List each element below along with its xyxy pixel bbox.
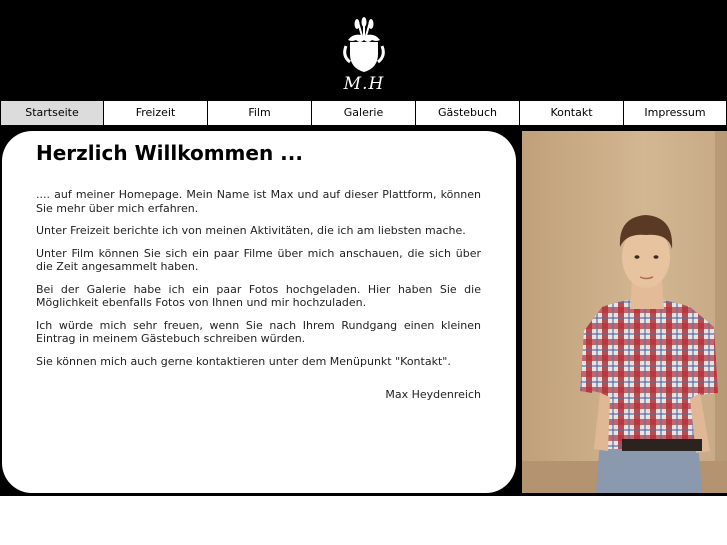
nav-item-film[interactable]: Film	[207, 100, 312, 126]
nav-item-startseite[interactable]: Startseite	[0, 100, 104, 126]
freizeit-paragraph: Unter Freizeit berichte ich von meinen Aktivitäten, die ich am liebsten mache.	[36, 224, 466, 237]
film-paragraph: Unter Film können Sie sich ein paar Filme über mich anschauen, die sich über die Zeit angesammelt haben.	[36, 246, 481, 273]
main-navigation	[0, 99, 727, 128]
nav-item-gaestebuch[interactable]: Gästebuch	[415, 100, 520, 126]
nav-item-kontakt[interactable]: Kontakt	[519, 100, 624, 126]
site-header	[0, 0, 727, 100]
page-title: Herzlich Willkommen ...	[36, 141, 303, 165]
coat-of-arms-icon	[336, 16, 392, 76]
site-logo[interactable]	[336, 16, 392, 96]
galerie-paragraph: Bei der Galerie habe ich ein paar Fotos hochgeladen. Hier haben Sie die Möglichkeit ebenfalls Fotos von Ihnen und mir hochzuladen.	[36, 282, 481, 309]
nav-item-freizeit[interactable]: Freizeit	[103, 100, 208, 126]
signature: Max Heydenreich	[385, 388, 481, 401]
welcome-text	[36, 188, 481, 411]
kontakt-paragraph: Sie können mich auch gerne kontaktieren unter dem Menüpunkt "Kontakt".	[36, 354, 451, 368]
portrait-image	[522, 131, 727, 493]
intro-paragraph: .... auf meiner Homepage. Mein Name ist Max und auf dieser Plattform, können Sie mehr über mich erfahren.	[36, 188, 481, 215]
nav-item-galerie[interactable]: Galerie	[311, 100, 416, 126]
portrait-photo	[522, 131, 727, 493]
gaestebuch-paragraph: Ich würde mich sehr freuen, wenn Sie nach Ihrem Rundgang einen kleinen Eintrag in meinem Gästebuch schreiben würden.	[36, 318, 481, 345]
nav-item-impressum[interactable]: Impressum	[623, 100, 727, 126]
logo-monogram: M.H	[343, 74, 385, 94]
